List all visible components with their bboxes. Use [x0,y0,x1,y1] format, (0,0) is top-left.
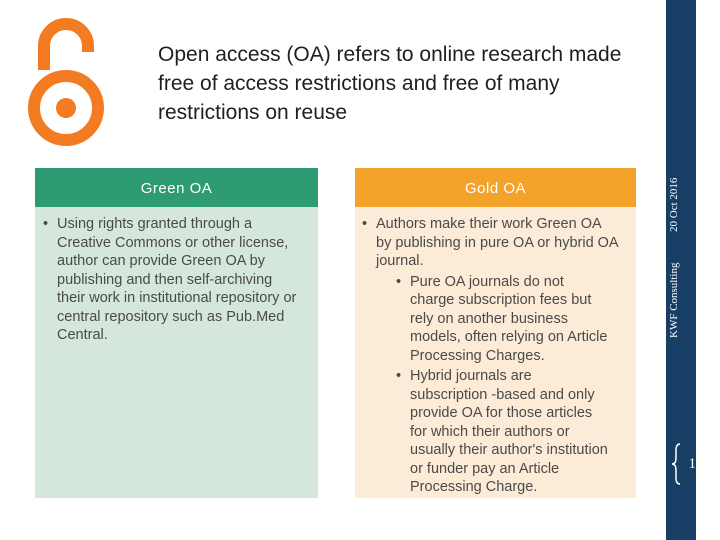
green-oa-header: Green OA [35,168,318,207]
open-access-lock-icon [28,8,104,148]
gold-oa-main-bullet: Authors make their work Green OA by publishing in pure OA or hybrid OA journal. [376,216,618,269]
green-oa-body [35,207,318,498]
gold-oa-body [355,207,636,498]
gold-oa-list [355,215,636,497]
list-item: • Using rights granted through a Creative Commons or other license, author can provide Green OA by publishing and then self-archiving their work in institutional repository or central repository such as Pub.Med Central. [35,215,318,345]
list-item: • Hybrid journals are subscription -based and only provide OA for those articles for which their authors or usually their author's institution or funder pay an Article Processing Charge. [376,367,620,497]
green-oa-list [35,215,318,345]
gold-oa-column [355,168,636,498]
page-number: 14 [688,456,704,472]
slide-title: Open access (OA) refers to online research made free of access restrictions and free of many restrictions on reuse [158,43,622,124]
sidebar-date: 20 Oct 2016 [668,177,680,232]
sidebar-org: KWF Consulting [668,262,680,338]
gold-oa-sublist [376,273,620,497]
green-oa-column [35,168,318,498]
gold-oa-header: Gold OA [355,168,636,207]
page-number-badge [672,438,720,490]
list-item: • Pure OA journals do not charge subscription fees but rely on another business models, often relying on Article Processing Charges. [376,273,620,366]
list-item [355,215,636,497]
